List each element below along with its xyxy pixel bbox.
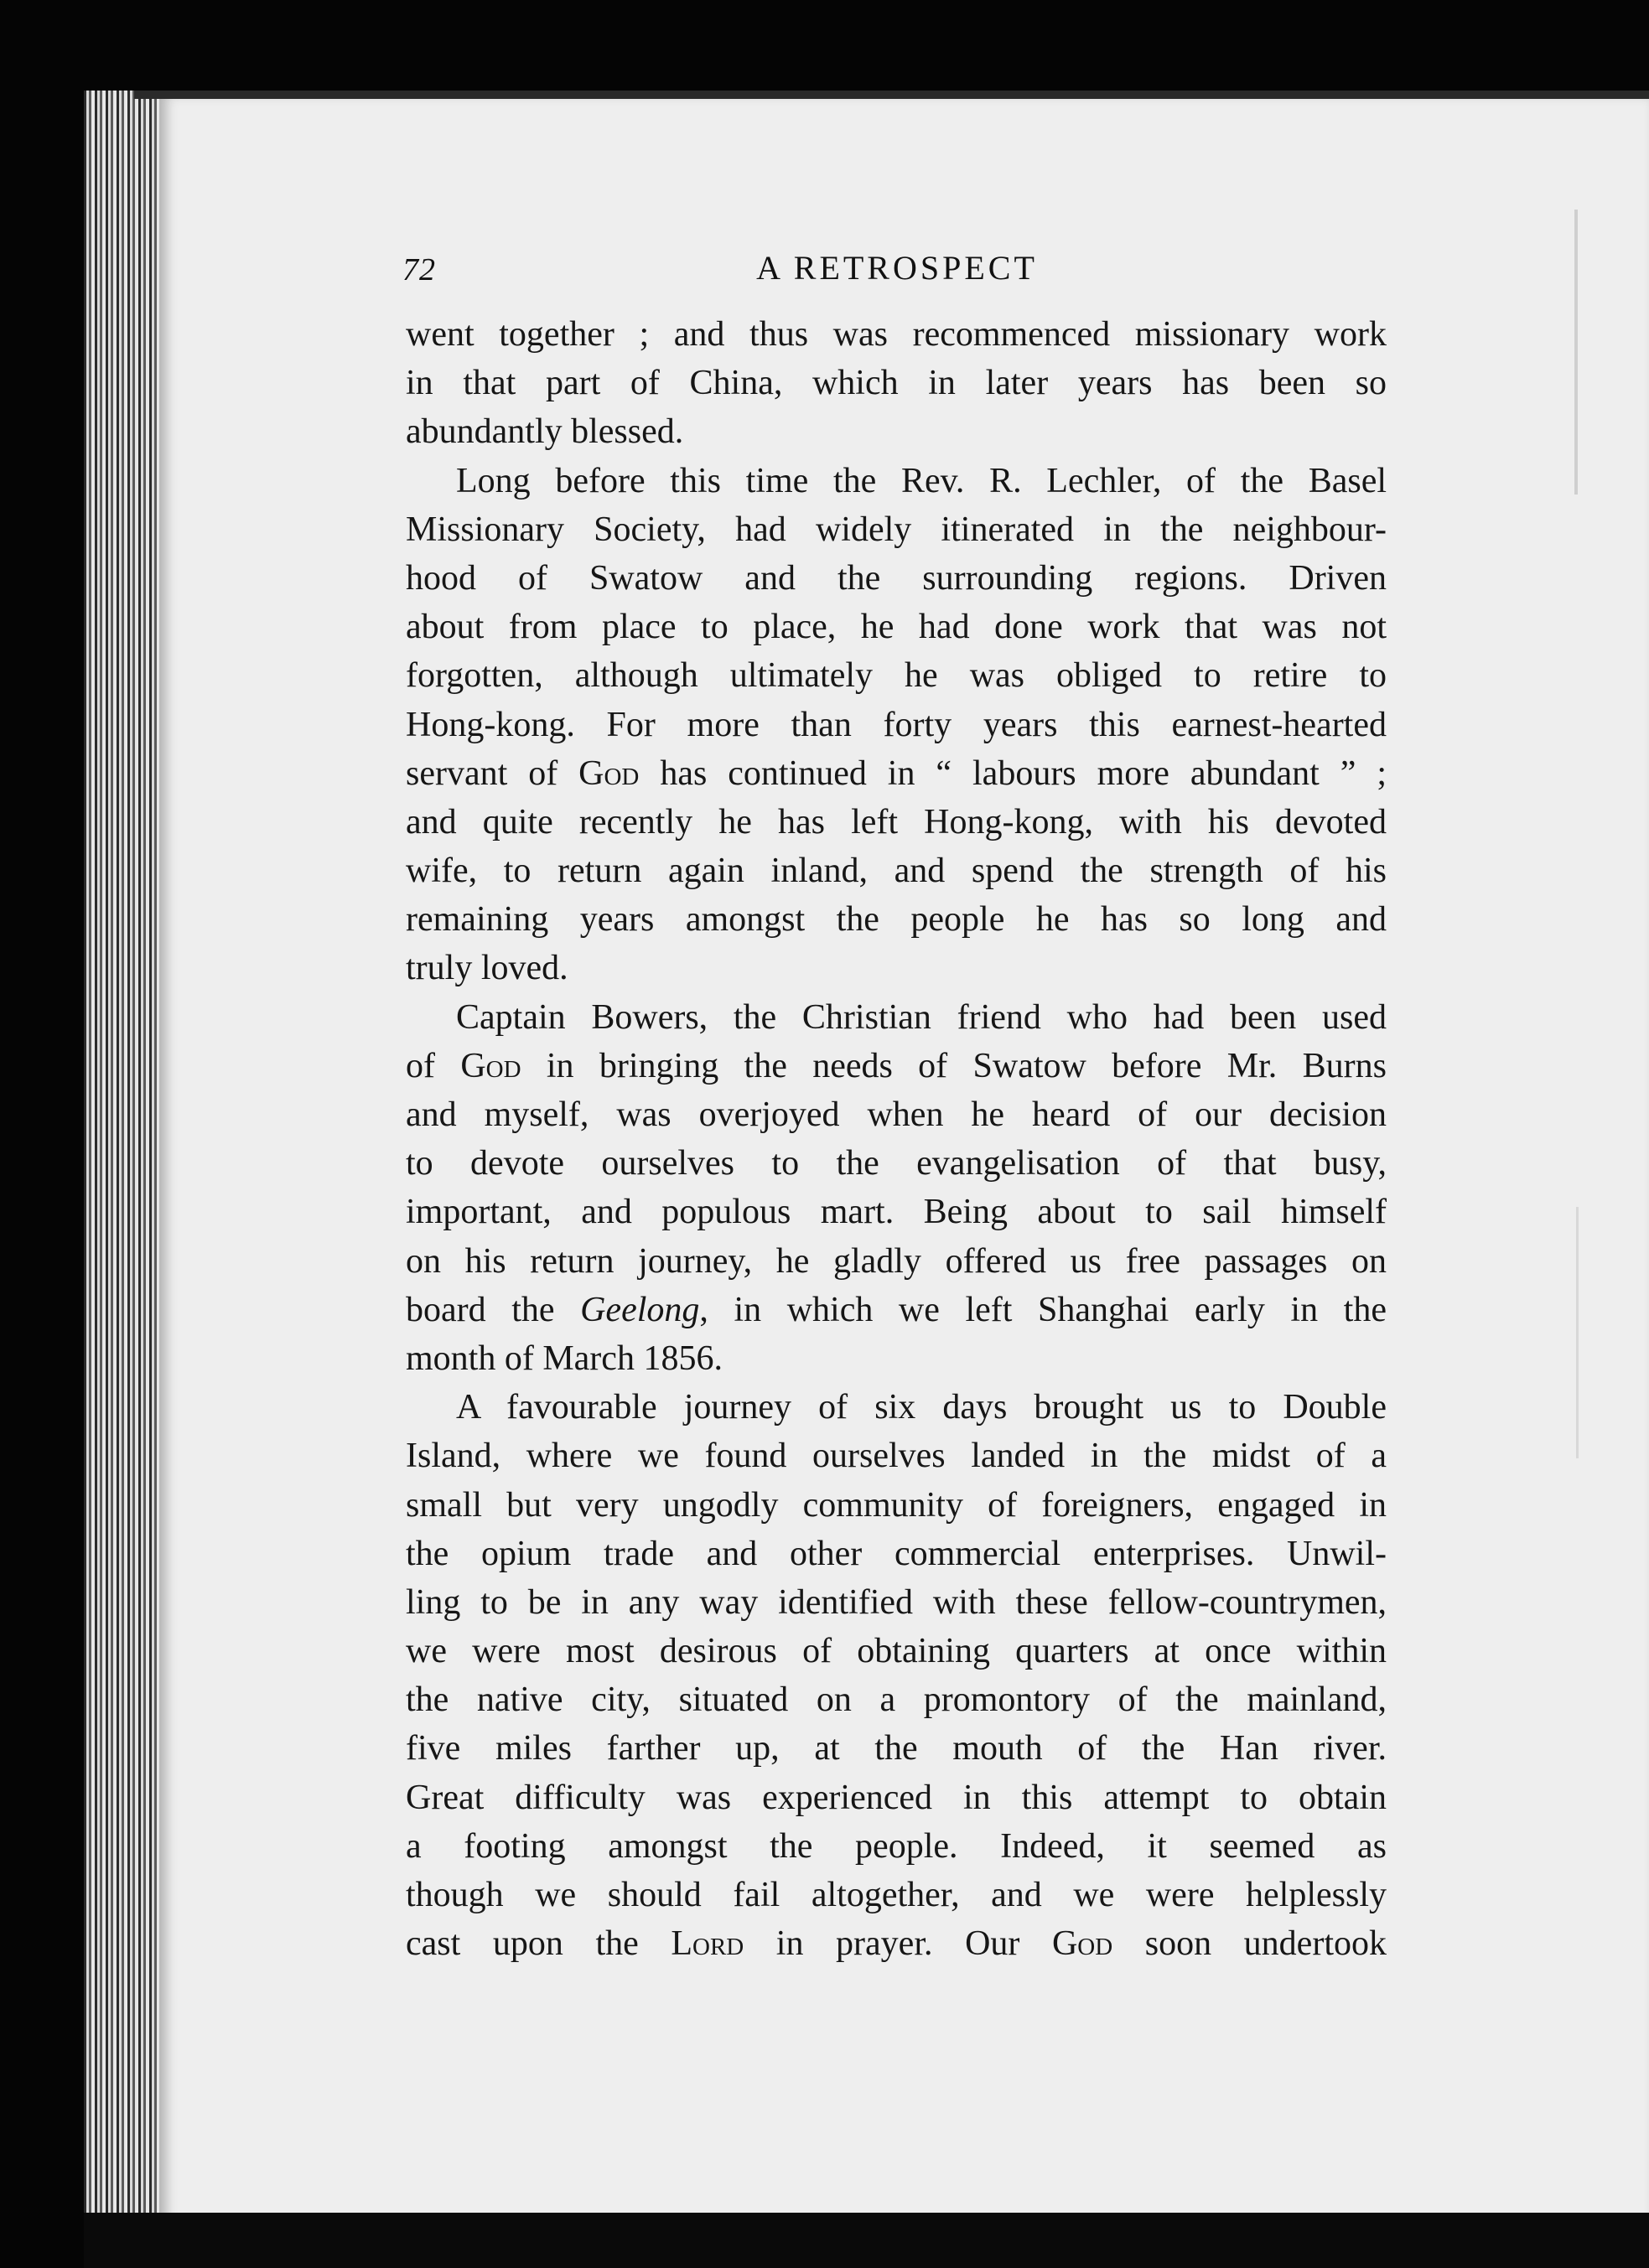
text-run: in prayer. Our: [744, 1924, 1052, 1964]
text-line: a footing amongst the people. Indeed, it seemed as: [406, 1826, 1387, 1866]
text-line: about from place to place, he had done work that was not: [406, 608, 1387, 647]
italic-word: Geelong: [580, 1290, 700, 1329]
running-head: A RETROSPECT: [756, 249, 1038, 287]
text-line: and quite recently he has left Hong-kong, with his devoted: [406, 802, 1387, 841]
text-line: the native city, situated on a promontory of the mainland,: [406, 1680, 1387, 1720]
text-line: and myself, was overjoyed when he heard of our decision: [406, 1095, 1387, 1134]
text-run: servant of: [406, 753, 579, 793]
page-bottom-shadow: [84, 2213, 1649, 2268]
page-right-mark: [1574, 210, 1578, 495]
text-line: [406, 1042, 1387, 1090]
text-run: soon undertook: [1112, 1924, 1387, 1964]
text-run: board the: [406, 1290, 581, 1329]
text-line: abundantly blessed.: [406, 412, 684, 452]
text-line: [406, 1919, 1387, 1968]
text-line: on his return journey, he gladly offered us free passages on: [406, 1241, 1387, 1281]
small-caps-word: God: [578, 753, 640, 793]
text-line: Captain Bowers, the Christian friend who had been used: [456, 997, 1387, 1037]
page-right-mark: [1576, 1207, 1579, 1458]
text-line: to devote ourselves to the evangelisation of that busy,: [406, 1144, 1387, 1183]
page-top-edge: [134, 91, 1649, 99]
text-line: [406, 1286, 1387, 1334]
text-line: Great difficulty was experienced in this attempt to obtain: [406, 1778, 1387, 1817]
text-line: small but very ungodly community of foreigners, engaged in: [406, 1485, 1387, 1525]
text-line: we were most desirous of obtaining quarters at once within: [406, 1632, 1387, 1671]
text-line: Missionary Society, had widely itinerated in the neighbour-: [406, 510, 1387, 549]
text-line: hood of Swatow and the surrounding regions. Driven: [406, 558, 1387, 598]
text-run: in bringing the needs of Swatow before Mr. Burns: [521, 1046, 1387, 1085]
text-line: went together ; and thus was recommenced missionary work: [406, 315, 1387, 354]
text-line: in that part of China, which in later years has been so: [406, 364, 1387, 403]
text-line: though we should fail altogether, and we were helplessly: [406, 1876, 1387, 1914]
text-line: Island, where we found ourselves landed in the midst of a: [406, 1437, 1387, 1476]
text-line: forgotten, although ultimately he was obliged to retire to: [406, 656, 1387, 696]
book-spine-pages: [84, 91, 159, 2236]
body-text: [406, 310, 1387, 1968]
text-line: wife, to return again inland, and spend the strength of his: [406, 852, 1387, 891]
text-line: [406, 749, 1387, 798]
text-line: A favourable journey of six days brought us to Double: [456, 1388, 1387, 1427]
small-caps-word: God: [460, 1046, 521, 1085]
page-header: [402, 248, 1392, 290]
small-caps-word: God: [1051, 1924, 1113, 1964]
text-run: of: [406, 1046, 461, 1085]
text-line: month of March 1856.: [406, 1339, 723, 1378]
page-number: 72: [402, 252, 436, 287]
text-line: the opium trade and other commercial enterprises. Unwil-: [406, 1534, 1387, 1573]
text-run: has continued in “ labours more abundant ” ;: [639, 753, 1387, 793]
text-line: Hong-kong. For more than forty years this earnest-hearted: [406, 705, 1387, 744]
text-line: important, and populous mart. Being about to sail himself: [406, 1193, 1387, 1232]
text-line: ling to be in any way identified with these fellow-countrymen,: [406, 1582, 1387, 1622]
text-line: five miles farther up, at the mouth of the Han river.: [406, 1729, 1387, 1768]
small-caps-word: Lord: [671, 1924, 744, 1964]
text-run: cast upon the: [406, 1924, 672, 1964]
text-line: Long before this time the Rev. R. Lechler, of the Basel: [456, 461, 1387, 500]
text-line: remaining years amongst the people he has so long and: [406, 900, 1387, 940]
text-line: truly loved.: [406, 949, 568, 988]
text-run: , in which we left Shanghai early in the: [699, 1290, 1387, 1329]
